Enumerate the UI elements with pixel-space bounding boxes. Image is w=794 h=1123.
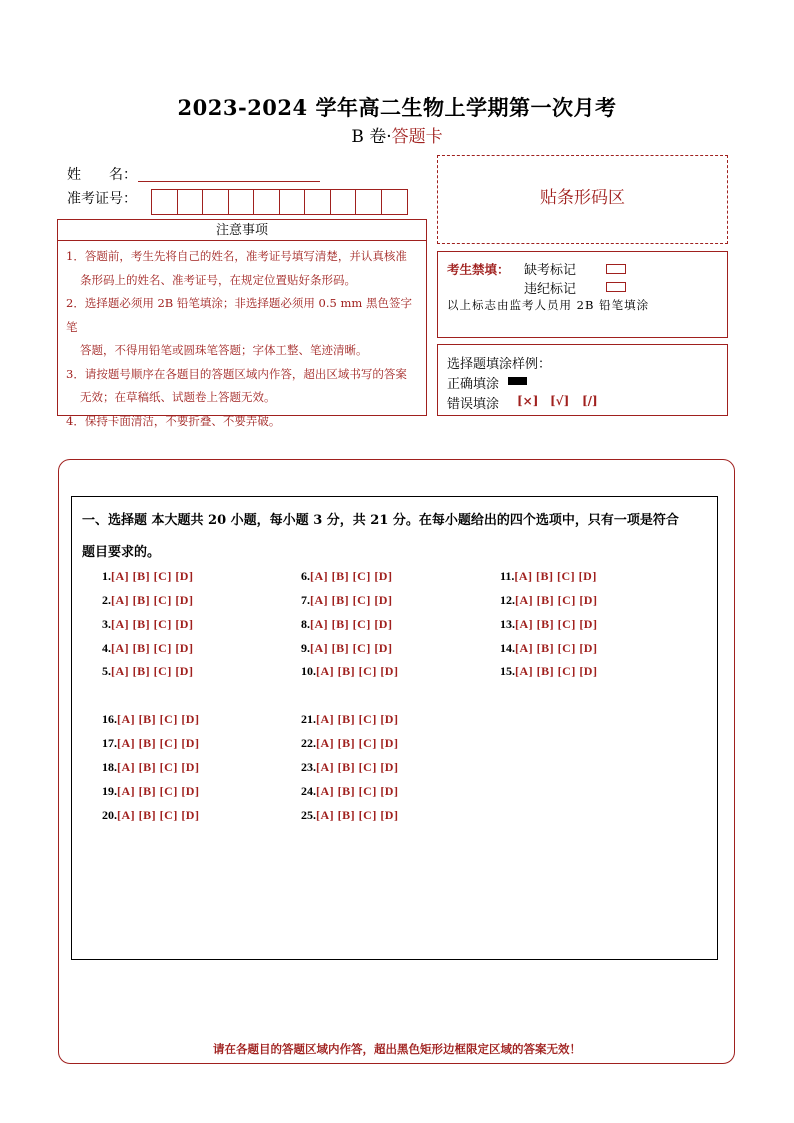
question-row[interactable]: 14.[A] [B] [C] [D] <box>500 641 598 655</box>
forbid-label: 考生禁填： <box>447 262 510 277</box>
correct-fill-sample <box>508 377 527 385</box>
notice-item: 4．保持卡面清洁，不要折叠、不要弄破。 <box>66 413 281 428</box>
subtitle-suffix: 答题卡 <box>391 127 443 147</box>
section-title-line1: 一、选择题 本大题共 20 小题，每小题 3 分，共 21 分。在每小题给出的四个选项中，只有一项是符合 <box>82 513 679 528</box>
violation-label: 违纪标记 <box>524 282 577 297</box>
name-label: 姓 名： <box>67 167 137 183</box>
violation-mark-box[interactable] <box>606 282 626 292</box>
sample-title: 选择题填涂样例： <box>447 357 552 372</box>
absent-label: 缺考标记 <box>524 263 577 278</box>
question-row[interactable]: 3.[A] [B] [C] [D] <box>102 617 194 631</box>
question-row[interactable]: 24.[A] [B] [C] [D] <box>301 784 399 798</box>
question-row[interactable]: 10.[A] [B] [C] [D] <box>301 664 399 678</box>
wrong-mark-slash: [/] <box>582 394 598 408</box>
id-digit-box[interactable] <box>382 190 408 214</box>
id-digit-box[interactable] <box>280 190 306 214</box>
id-digit-box[interactable] <box>331 190 357 214</box>
sample-box <box>437 344 728 416</box>
question-row[interactable]: 22.[A] [B] [C] [D] <box>301 736 399 750</box>
question-row[interactable]: 11.[A] [B] [C] [D] <box>500 569 597 583</box>
id-label: 准考证号： <box>67 191 137 207</box>
name-field[interactable] <box>138 180 320 182</box>
notice-item: 无效；在草稿纸、试题卷上答题无效。 <box>80 390 276 404</box>
id-digit-box[interactable] <box>254 190 280 214</box>
wrong-label: 错误填涂 <box>447 397 500 412</box>
question-row[interactable]: 2.[A] [B] [C] [D] <box>102 593 194 607</box>
question-row[interactable]: 1.[A] [B] [C] [D] <box>102 569 194 583</box>
page-title: 2023-2024 学年高二生物上学期第一次月考 <box>177 95 617 120</box>
question-row[interactable]: 25.[A] [B] [C] [D] <box>301 808 399 822</box>
footer-warning: 请在各题目的答题区域内作答，超出黑色矩形边框限定区域的答案无效！ <box>213 1042 581 1056</box>
wrong-mark-x: [×] <box>517 394 539 408</box>
question-row[interactable]: 18.[A] [B] [C] [D] <box>102 760 200 774</box>
question-row[interactable]: 12.[A] [B] [C] [D] <box>500 593 598 607</box>
notice-item: 答题，不得用铅笔或圆珠笔答题；字体工整、笔迹清晰。 <box>80 343 368 357</box>
section-title-line2: 题目要求的。 <box>82 545 161 560</box>
id-digit-box[interactable] <box>356 190 382 214</box>
question-row[interactable]: 8.[A] [B] [C] [D] <box>301 617 393 631</box>
notice-item: 条形码上的姓名、准考证号，在规定位置贴好条形码。 <box>80 272 356 287</box>
question-row[interactable]: 20.[A] [B] [C] [D] <box>102 808 200 822</box>
subtitle-prefix: B 卷· <box>351 127 392 147</box>
question-row[interactable]: 16.[A] [B] [C] [D] <box>102 712 200 726</box>
notice-item: 2．选择题必须用 2B 铅笔填涂；非选择题必须用 0.5 mm 黑色签字笔 <box>66 296 412 334</box>
absent-mark-box[interactable] <box>606 264 626 274</box>
correct-label: 正确填涂 <box>447 377 500 392</box>
question-row[interactable]: 7.[A] [B] [C] [D] <box>301 593 393 607</box>
id-digit-box[interactable] <box>152 190 178 214</box>
wrong-mark-check: [√] <box>550 394 570 408</box>
forbid-note: 以上标志由监考人员用 2B 铅笔填涂 <box>447 298 650 312</box>
question-row[interactable]: 23.[A] [B] [C] [D] <box>301 760 399 774</box>
page-subtitle <box>0 122 794 147</box>
id-number-boxes[interactable] <box>151 189 408 215</box>
question-row[interactable]: 4.[A] [B] [C] [D] <box>102 641 194 655</box>
id-digit-box[interactable] <box>203 190 229 214</box>
id-digit-box[interactable] <box>229 190 255 214</box>
question-row[interactable]: 19.[A] [B] [C] [D] <box>102 784 200 798</box>
notice-item: 3．请按题号顺序在各题目的答题区域内作答，超出区域书写的答案 <box>66 366 407 381</box>
forbidden-box <box>437 251 728 338</box>
barcode-area: 贴条形码区 <box>437 155 728 244</box>
question-row[interactable]: 15.[A] [B] [C] [D] <box>500 664 598 678</box>
question-row[interactable]: 9.[A] [B] [C] [D] <box>301 641 393 655</box>
id-digit-box[interactable] <box>178 190 204 214</box>
section-title <box>82 505 712 569</box>
notice-item: 1．答题前，考生先将自己的姓名，准考证号填写清楚，并认真核准 <box>66 249 407 263</box>
question-row[interactable]: 6.[A] [B] [C] [D] <box>301 569 393 583</box>
notice-heading: 注意事项 <box>57 219 427 241</box>
question-row[interactable]: 17.[A] [B] [C] [D] <box>102 736 200 750</box>
question-row[interactable]: 21.[A] [B] [C] [D] <box>301 712 399 726</box>
question-row[interactable]: 5.[A] [B] [C] [D] <box>102 664 194 678</box>
notice-body <box>57 241 427 428</box>
id-digit-box[interactable] <box>305 190 331 214</box>
question-row[interactable]: 13.[A] [B] [C] [D] <box>500 617 598 631</box>
